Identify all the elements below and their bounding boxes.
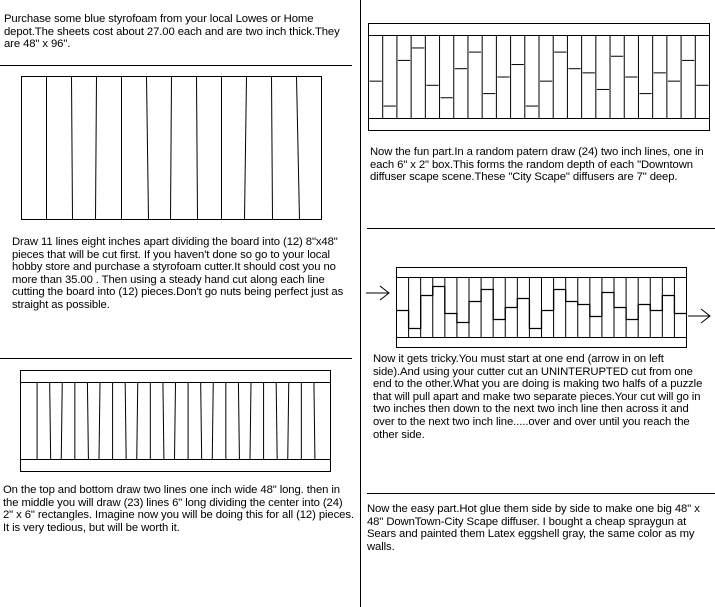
strip-line <box>272 77 273 220</box>
rectangle-divider <box>87 383 88 460</box>
rectangle-divider <box>125 383 126 460</box>
rectangle-divider <box>288 383 289 460</box>
rectangle-divider <box>137 383 138 460</box>
strip-line <box>297 77 300 220</box>
strip-line <box>72 77 73 220</box>
step-5-text: Now it gets tricky.You must start at one end (arrow in on left side).And using your cutter cut an UNINTERUPTED cut from one end to the other.What you are doing is making two halfs of a puzzle that will pull apart and make two separate pieces.Your cut will go in two inches then down to the next two inch line then across it and over to the next two inch line.....over and over until you reach the other side. <box>373 353 703 441</box>
rectangle-divider <box>250 383 251 460</box>
cut-diagram <box>366 268 710 348</box>
strip-line <box>96 77 97 220</box>
piece-diagram <box>21 371 331 472</box>
step-3-text: On the top and bottom draw two lines one inch wide 48" long. then in the middle you will draw (23) lines 6" long dividing the center into (24) 2" x 6" rectangles. Imagine now you will be doing this for all (12) pieces. It is very tedious, but will be worth it. <box>3 484 354 534</box>
rectangle-divider <box>61 383 62 460</box>
random-lines-diagram <box>369 24 710 131</box>
strip-line <box>147 77 149 220</box>
strip-line <box>245 77 247 220</box>
step-2-text: Draw 11 lines eight inches apart dividing the board into (12) 8"x48" pieces that will be cut first. If you haven't done so go to your local hobby store and purchase a styrofoam cutter.It should cost you no more than 35.00 . Then using a steady hand cut along each line cutting the board into (12) pieces.Don't go nuts being perfect just as straight as possible. <box>12 236 344 311</box>
rectangle-divider <box>212 383 213 460</box>
rectangle-divider <box>201 383 202 460</box>
step-4-text: Now the fun part.In a random patern draw (24) two inch lines, one in each 6" x 2" box.This forms the random depth of each "Downtown diffuser scape scene.These "City Scape" diffusers are 7" deep. <box>370 146 704 184</box>
rectangle-divider <box>276 383 277 460</box>
rectangle-divider <box>238 383 239 460</box>
step-1-text: Purchase some blue styrofoam from your local Lowes or Home depot.The sheets cost about 27.00 each and are two inch thick.They are 48" x 96". <box>4 13 340 51</box>
rectangle-divider <box>175 383 176 460</box>
rectangle-divider <box>50 383 51 460</box>
rectangle-divider <box>99 383 100 460</box>
board-diagram <box>22 77 322 220</box>
strip-line <box>197 77 198 220</box>
rectangle-divider <box>314 383 315 460</box>
strip-line <box>171 77 172 220</box>
step-6-text: Now the easy part.Hot glue them side by side to make one big 48" x 48" DownTown-City Scape diffuser. I bought a cheap spraygun at Sears and painted them Latex eggshell gray, the same color as my walls. <box>367 503 700 553</box>
rectangle-divider <box>163 383 164 460</box>
